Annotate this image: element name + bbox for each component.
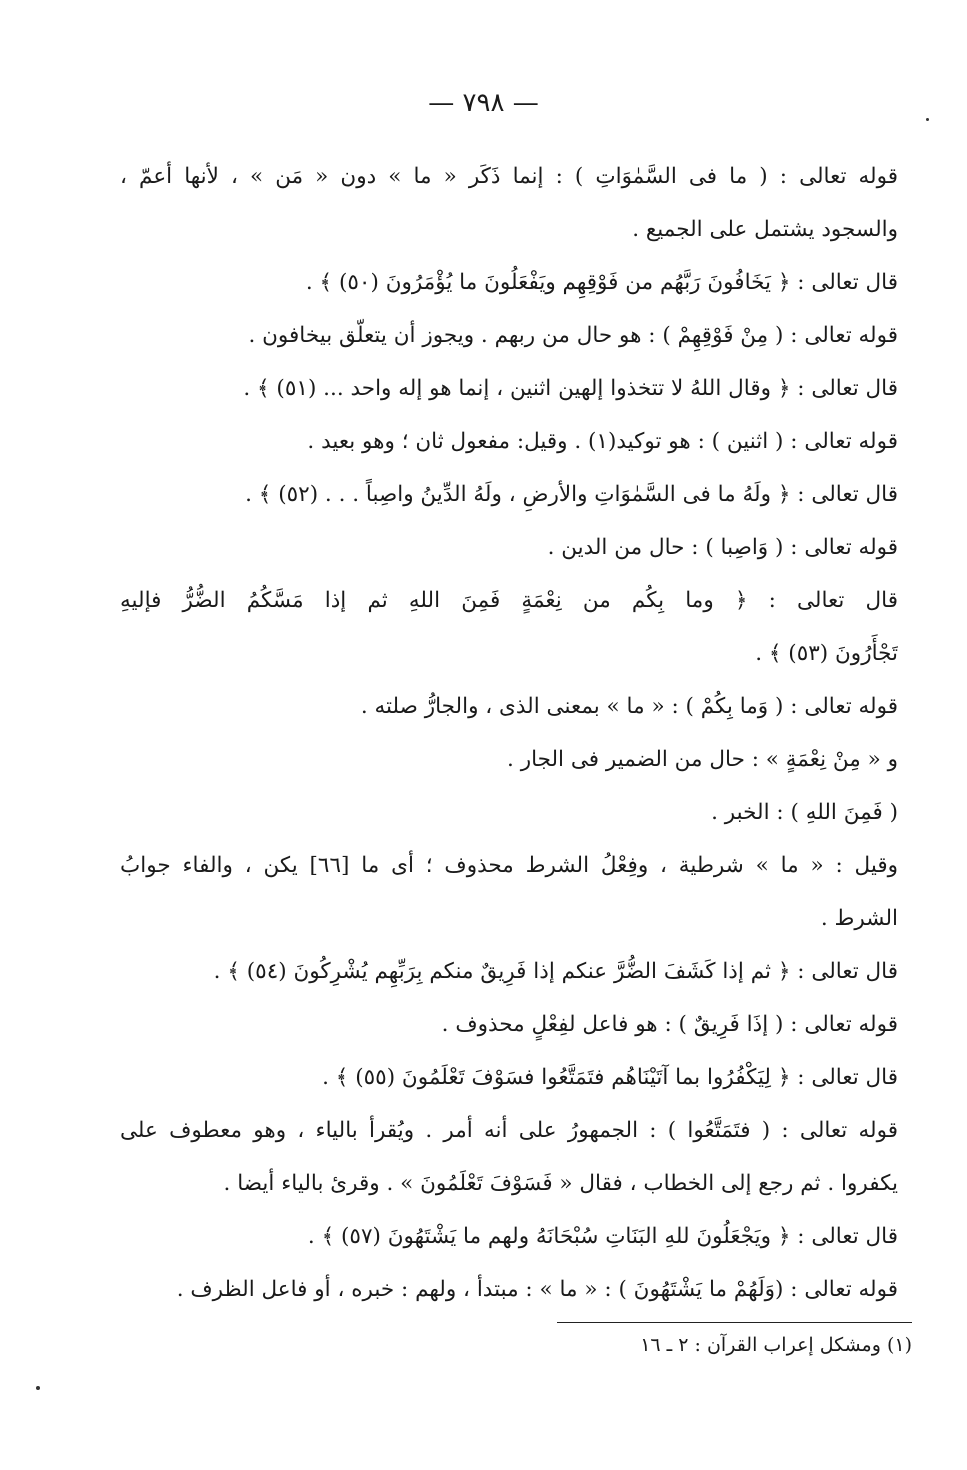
- text-line: قال تعالى : ﴿ ويَجْعَلُونَ للهِ البَنَاتِ سُبْحَانَهُ ولهم ما يَشْتَهُونَ (٥٧) ﴾ .: [307, 1224, 898, 1249]
- main-text: [120, 150, 898, 1316]
- text-line: وقيل : « ما » شرطية ، وفِعْلُ الشرط محذوف ؛ أى ما [٦٦] يكن ، والفاء جوابُ: [120, 853, 898, 878]
- text-line: تَجْأَرُونَ (٥٣) ﴾ .: [755, 641, 898, 666]
- text-line: قال تعالى : ﴿ وقال اللهُ لا تتخذوا إلهين اثنين ، إنما هو إله واحد ... (٥١) ﴾ .: [243, 376, 898, 401]
- text-line: قوله تعالى : ( ما فى السَّمٰوَاتِ ) : إنما ذَكَر « ما » دون « مَن » ، لأنها أعمّ ،: [120, 164, 898, 189]
- text-line: قال تعالى : ﴿ وما بِكُم من نِعْمَةٍ فَمِنَ اللهِ ثم إذا مَسَّكُمُ الضُّرُّ فإليهِ: [120, 588, 898, 613]
- text-line: قوله تعالى : ( وَاصِبا ) : حال من الدين .: [547, 535, 898, 560]
- text-line: والسجود يشتمل على الجميع .: [632, 217, 898, 242]
- page-number: — ٧٩٨ —: [428, 88, 539, 118]
- text-line: الشرط .: [820, 906, 898, 931]
- footnote-separator: [557, 1322, 912, 1323]
- text-line: قوله تعالى : ( إذَا فَرِيقٌ ) : هو فاعل لفِعْلٍ محذوف .: [441, 1012, 898, 1037]
- text-line: قوله تعالى : ( وَما بِكُمْ ) : « ما » بمعنى الذى ، والجارُّ صلته .: [360, 694, 898, 719]
- text-line: قال تعالى : ﴿ ولَهُ ما فى السَّمٰوَاتِ والأرضِ ، ولَهُ الدِّينُ واصِباً . . . (٥٢) ﴾ .: [245, 482, 898, 507]
- text-line: قوله تعالى : (وَلَهُمْ ما يَشْتَهُونَ ) : « ما » : مبتدأ ، ولهم : خبره ، أو فاعل الظرف .: [176, 1277, 898, 1302]
- text-line: قوله تعالى : ( مِنْ فَوْقِهِمْ ) : هو حال من ربهم . ويجوز أن يتعلّق بيخافون .: [248, 323, 898, 348]
- text-line: قوله تعالى : ( اثنين ) : هو توكيد(١) . وقيل: مفعول ثان ؛ وهو بعيد .: [307, 429, 898, 454]
- text-line: قال تعالى : ﴿ لِيَكْفُرُوا بما آتَيْنَاهُم فتَمَتَّعُوا فسَوْفَ تَعْلَمُونَ (٥٥) ﴾ .: [322, 1065, 898, 1090]
- scan-speck: [36, 1386, 40, 1390]
- text-line: و « مِنْ نِعْمَةٍ » : حال من الضمير فى الجار .: [507, 747, 898, 772]
- text-line: قوله تعالى : ( فتَمَتَّعُوا ) : الجمهورُ على أنه أمر . ويُقرأ بالياء ، وهو معطوف على: [120, 1118, 898, 1143]
- text-line: قال تعالى : ﴿ يَخَافُونَ رَبَّهُم من فَوْقِهِم ويَفْعَلُونَ ما يُؤْمَرُونَ (٥٠) ﴾ .: [305, 270, 898, 295]
- text-line: قال تعالى : ﴿ ثم إذا كَشَفَ الضُّرَّ عنكم إذا فَرِيقٌ منكم بِرَبِّهِم يُشْرِكُونَ (٥٤) ﴾ .: [213, 959, 898, 984]
- scan-speck: [926, 118, 929, 121]
- text-line: ( فَمِنَ اللهِ ) : الخبر .: [711, 800, 898, 825]
- text-line: يكفروا . ثم رجع إلى الخطاب ، فقال « فَسَوْفَ تَعْلَمُونَ » . وقرئ بالياء أيضا .: [223, 1171, 898, 1196]
- footnote: (١) ومشكل إعراب القرآن : ٢ ـ ١٦: [640, 1334, 912, 1356]
